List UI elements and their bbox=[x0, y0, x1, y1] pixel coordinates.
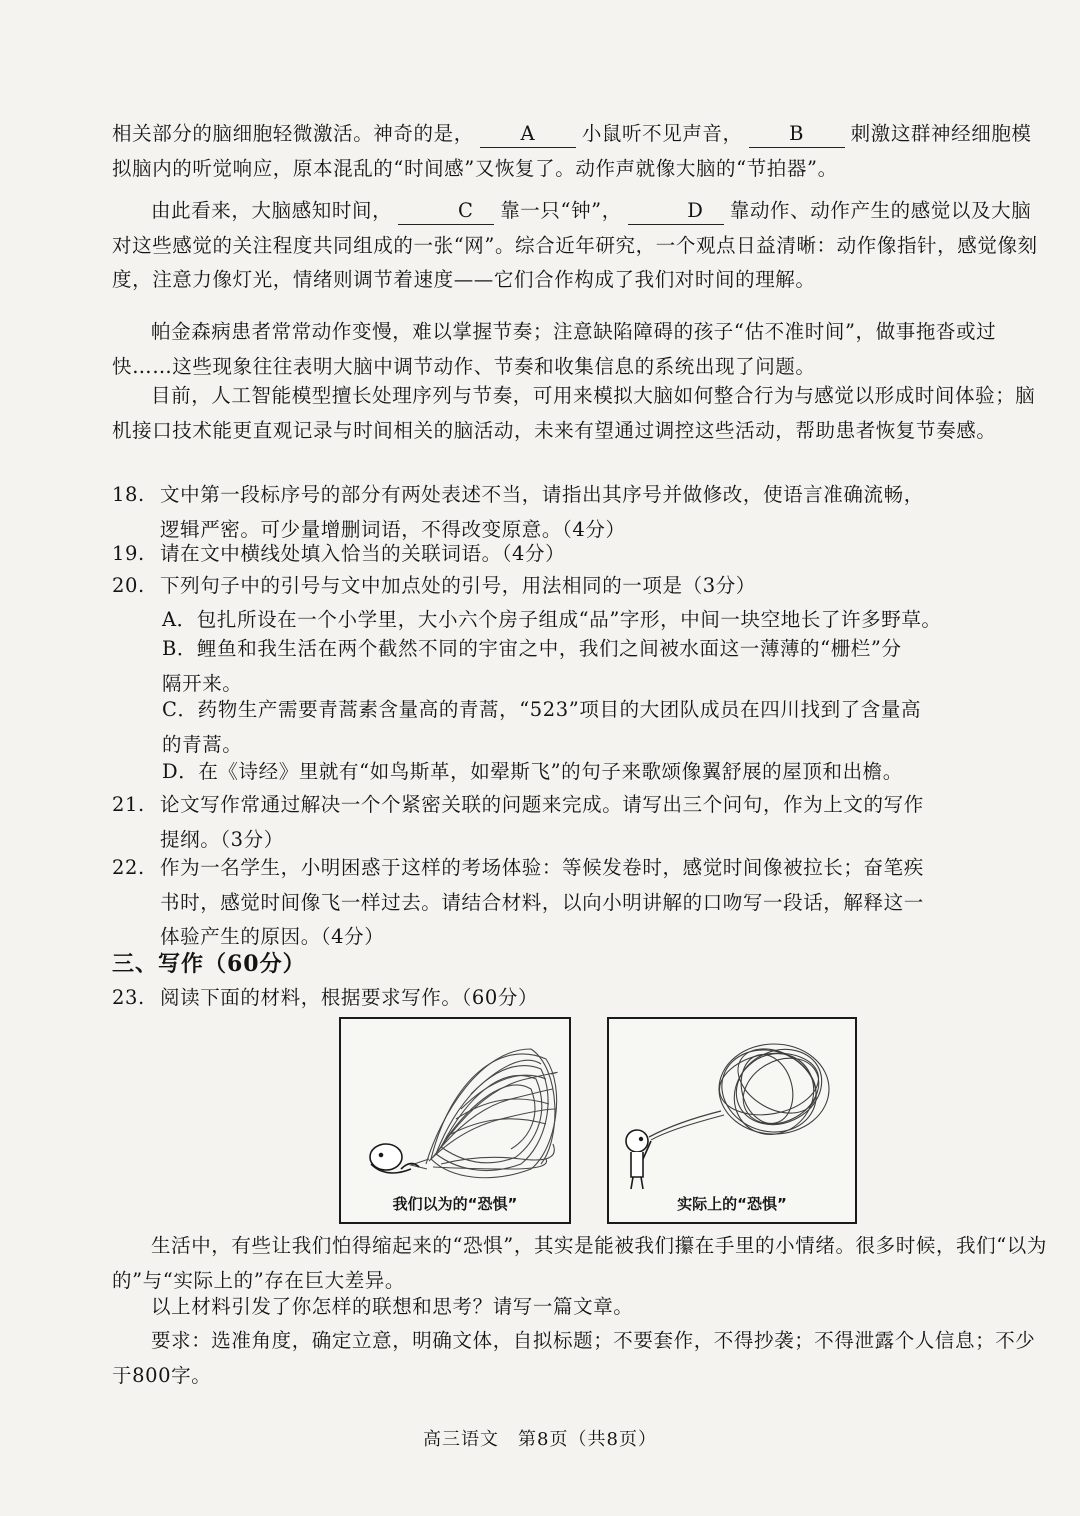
blank-c: C bbox=[398, 198, 494, 225]
question-number: 18. bbox=[112, 483, 145, 506]
option-a: A．包扎所设在一个小学里，大小六个房子组成“品”字形，中间一块空地长了许多野草。 bbox=[162, 608, 942, 631]
question-number: 22. bbox=[112, 856, 145, 879]
writing-prompt: 以上材料引发了你怎样的联想和思考？请写一篇文章。 bbox=[151, 1295, 634, 1318]
writing-requirement: 要求：选准角度，确定立意，明确文体，自拟标题；不要套作，不得抄袭；不得泄露个人信息；不少于800字。 bbox=[112, 1329, 1036, 1387]
cartoon-panel-left bbox=[339, 1017, 571, 1224]
material-text: 生活中，有些让我们怕得缩起来的“恐惧”，其实是能被我们攥在手里的小情绪。很多时候，我们“以为的”与“实际上的”存在巨大差异。 bbox=[112, 1234, 1048, 1292]
question-number: 20. bbox=[112, 574, 145, 597]
question-19: 19. 请在文中横线处填入恰当的关联词语。（4分） bbox=[112, 537, 1047, 572]
option-b: B．鲤鱼和我生活在两个截然不同的宇宙之中，我们之间被水面这一薄薄的“栅栏”分 隔开来。 bbox=[162, 637, 902, 695]
question-number: 19. bbox=[112, 542, 145, 565]
section-heading-writing: 三、写作（60分） bbox=[112, 951, 306, 977]
question-number: 23. bbox=[112, 986, 145, 1009]
blank-d: D bbox=[628, 198, 724, 225]
cartoon-caption-left: 我们以为的“恐惧” bbox=[392, 1195, 518, 1213]
passage-paragraph-2: 由此看来，大脑感知时间， C 靠一只“钟”， D 靠动作、动作产生的感觉以及大脑对这些感觉的关注程度共同组成的一张“网”。综合近年研究，一个观点日益清晰：动作像指针，感觉像刻度，注意力像灯光，情绪则调节着速度——它们合作构成了我们对时间的理解。 bbox=[112, 199, 1038, 291]
page-footer: 高三语文 第8页（共8页） bbox=[423, 1429, 657, 1450]
scribble-monster-illustration bbox=[341, 1019, 569, 1222]
passage-paragraph-4: 目前，人工智能模型擅长处理序列与节奏，可用来模拟大脑如何整合行为与感觉以形成时间体验；脑机接口技术能更直观记录与时间相关的脑活动，未来有望通过调控这些活动，帮助患者恢复节奏感。 bbox=[112, 384, 1036, 442]
question-18: 18. 文中第一段标序号的部分有两处表述不当，请指出其序号并做修改，使语言准确流畅， 逻辑严密。可少量增删词语，不得改变原意。（4分） bbox=[112, 478, 1047, 547]
passage-paragraph-1: 相关部分的脑细胞轻微激活。神奇的是， A 小鼠听不见声音， B 刺激这群神经细胞模拟脑内的听觉响应，原本混乱的“时间感”又恢复了。动作声就像大脑的“节拍器”。 bbox=[112, 122, 1032, 180]
scribble-balloon-illustration bbox=[609, 1019, 855, 1222]
blank-a: A bbox=[480, 121, 576, 148]
cartoon-panel-right bbox=[607, 1017, 857, 1224]
passage-paragraph-3: 帕金森病患者常常动作变慢，难以掌握节奏；注意缺陷障碍的孩子“估不准时间”，做事拖沓或过快……这些现象往往表明大脑中调节动作、节奏和收集信息的系统出现了问题。 bbox=[112, 320, 997, 378]
question-number: 21. bbox=[112, 793, 145, 816]
question-23: 23. 阅读下面的材料，根据要求写作。（60分） bbox=[112, 981, 1047, 1016]
cartoon-caption-right: 实际上的“恐惧” bbox=[677, 1195, 787, 1213]
option-c: C．药物生产需要青蒿素含量高的青蒿，“523”项目的大团队成员在四川找到了含量高 的青蒿。 bbox=[162, 698, 922, 756]
blank-b: B bbox=[749, 121, 845, 148]
question-21: 21. 论文写作常通过解决一个个紧密关联的问题来完成。请写出三个问句，作为上文的写作 提纲。（3分） bbox=[112, 788, 1047, 857]
question-20: 20. 下列句子中的引号与文中加点处的引号，用法相同的一项是（3分） bbox=[112, 569, 1047, 604]
option-d: D．在《诗经》里就有“如鸟斯革，如翚斯飞”的句子来歌颂像翼舒展的屋顶和出檐。 bbox=[162, 760, 903, 783]
question-22: 22. 作为一名学生，小明困惑于这样的考场体验：等候发卷时，感觉时间像被拉长；奋笔疾 书时，感觉时间像飞一样过去。请结合材料，以向小明讲解的口吻写一段话，解释这一 体验产生的原因。（4分） bbox=[112, 851, 1047, 955]
